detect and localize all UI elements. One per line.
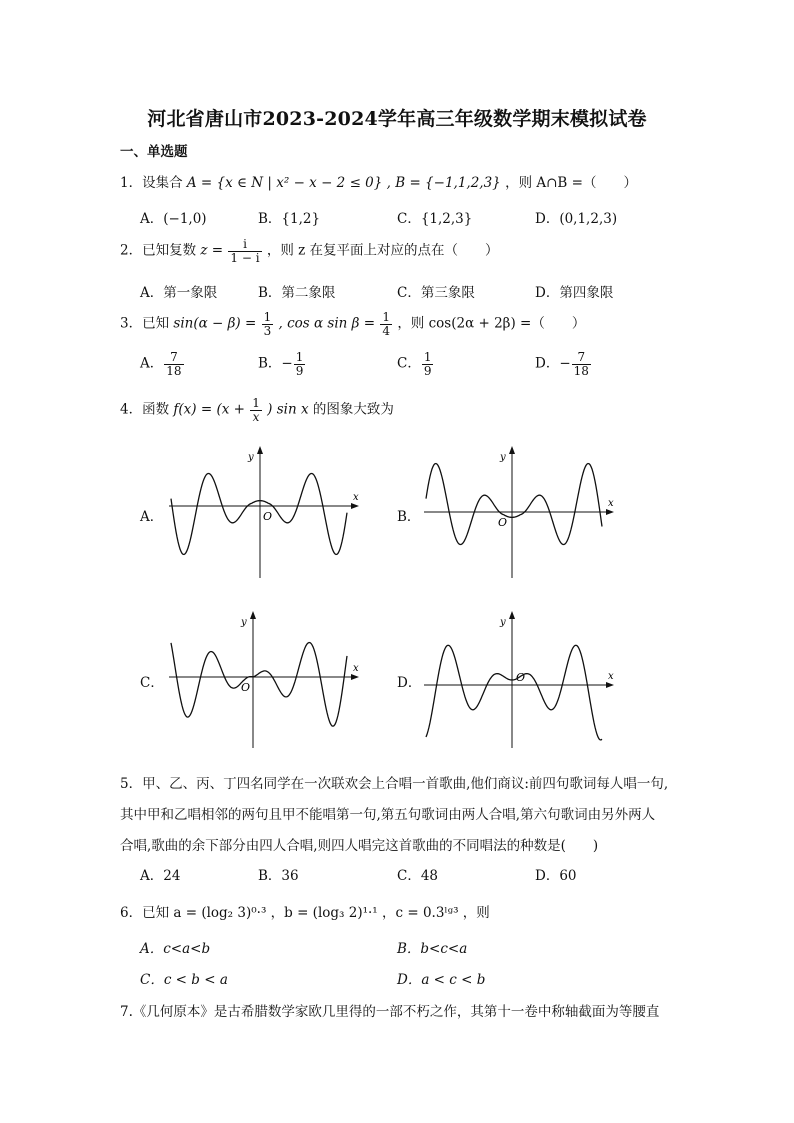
y-axis-arrow <box>509 611 515 619</box>
q3-fraction-1 <box>262 311 274 337</box>
q3-option-a <box>140 351 185 377</box>
q3-a-label: A． <box>140 355 164 372</box>
question-4-stem <box>120 397 394 423</box>
question-1-stem <box>120 171 637 191</box>
q1-set-a: A = {x ∈ N | x² − x − 2 ≤ 0} <box>186 175 383 191</box>
q5-line-1: 5．甲、乙、丙、丁四名同学在一次联欢会上合唱一首歌曲,他们商议:前四句歌词每人唱一句, <box>120 776 669 792</box>
q3-d-sign: − <box>559 355 571 372</box>
origin-label: O <box>263 510 273 523</box>
q3-b-den: 9 <box>295 363 304 378</box>
q6-option-c: C．c < b < a <box>140 972 228 988</box>
q4-f-num: 1 <box>252 396 260 410</box>
q5-option-c: C．48 <box>397 868 439 884</box>
q5-line-3: 合唱,歌曲的余下部分由四人合唱,则四人唱完这首歌曲的不同唱法的种数是( ) <box>120 838 599 854</box>
q1-option-b: B．{1,2} <box>258 211 321 227</box>
origin-label: O <box>498 516 508 529</box>
y-axis-label: y <box>241 617 247 628</box>
question-3-stem <box>120 311 585 337</box>
q1-stem-prefix: 1．设集合 <box>120 175 183 191</box>
q3-d-num: 7 <box>572 351 591 365</box>
q4-paren-close: ) sin x <box>267 401 309 418</box>
q1-option-c: C．{1,2,3} <box>397 211 473 227</box>
q4-graph-c <box>165 605 365 750</box>
q1-option-d: D．(0,1,2,3) <box>535 211 618 227</box>
function-curve <box>171 643 347 727</box>
q3-b-frac <box>294 351 306 377</box>
q2-fraction <box>228 238 261 264</box>
q3-d-den: 18 <box>573 363 589 378</box>
q2-stem-prefix: 2．已知复数 <box>120 242 197 259</box>
q5-option-d: D．60 <box>535 868 577 884</box>
function-curve <box>426 464 602 545</box>
q2-option-c: C．第三象限 <box>397 285 475 301</box>
q4-graph-c-label: C． <box>140 675 164 691</box>
q4-fx: f(x) = <box>173 401 213 418</box>
section-heading-single-choice: 一、单选题 <box>120 144 188 160</box>
q3-b-label: B． <box>258 355 282 372</box>
q1-stem-suffix: ，则 A∩B =（ ） <box>505 175 637 191</box>
q3-a-den: 18 <box>166 363 182 378</box>
q4-graph-a-label: A． <box>140 509 164 525</box>
x-axis-arrow <box>351 503 359 509</box>
y-axis-label: y <box>248 452 254 463</box>
q3-c-den: 9 <box>423 363 432 378</box>
q3-stem-prefix: 3．已知 <box>120 315 170 332</box>
q5-line-2: 其中甲和乙唱相邻的两句且甲不能唱第一句,第五句歌词由两人合唱,第六句歌词由另外两人 <box>120 807 656 823</box>
q4-paren-open: (x + <box>216 401 245 418</box>
q1-set-b: , B = {−1,1,2,3} <box>386 175 501 191</box>
q3-option-b <box>258 351 306 377</box>
q2-option-a: A．第一象限 <box>140 285 218 301</box>
x-axis-arrow <box>606 682 614 688</box>
q4-graph-b-label: B． <box>397 509 421 525</box>
q1-option-a: A．(−1,0) <box>140 211 207 227</box>
q3-b-sign: − <box>281 355 293 372</box>
q3-fraction-2 <box>380 311 392 337</box>
q5-option-a: A．24 <box>140 868 181 884</box>
q3-option-d <box>535 351 592 377</box>
q3-a-num: 7 <box>164 351 183 365</box>
question-2-stem <box>120 238 499 264</box>
x-axis-label: x <box>608 671 614 682</box>
q4-graph-d <box>420 605 620 750</box>
y-axis-arrow <box>509 446 515 454</box>
y-axis-label: y <box>500 452 506 463</box>
function-curve <box>426 645 602 740</box>
q4-graph-a <box>165 440 365 580</box>
q4-stem-prefix: 4．函数 <box>120 401 170 418</box>
q4-stem-suffix: 的图象大致为 <box>312 401 394 418</box>
x-axis-label: x <box>608 498 614 509</box>
y-axis-arrow <box>257 446 263 454</box>
x-axis-arrow <box>606 509 614 515</box>
origin-label: O <box>516 671 526 684</box>
y-axis-arrow <box>250 611 256 619</box>
origin-label: O <box>241 681 251 694</box>
q6-option-d: D．a < c < b <box>397 972 486 988</box>
x-axis-label: x <box>353 492 359 503</box>
q2-frac-num: i <box>228 238 261 252</box>
q3-f1-den: 3 <box>263 323 272 338</box>
x-axis-arrow <box>351 674 359 680</box>
q6-option-a: A．c<a<b <box>140 941 211 957</box>
q3-expr1: sin(α − β) = <box>173 315 257 332</box>
q3-c-frac <box>422 351 434 377</box>
y-axis-label: y <box>500 617 506 628</box>
q3-d-frac <box>572 351 591 377</box>
q2-stem-suffix: ，则 z 在复平面上对应的点在（ ） <box>266 242 499 259</box>
q3-expr2: , cos α sin β = <box>278 315 376 332</box>
question-6-stem: 6．已知 a = (log₂ 3)⁰·³ ，b = (log₃ 2)¹·¹ ，c = 0.3ˡᵍ³ ，则 <box>120 905 490 921</box>
q4-graph-b <box>420 440 620 580</box>
function-curve <box>171 474 347 555</box>
q3-f1-num: 1 <box>263 310 272 324</box>
q3-b-num: 1 <box>295 350 304 364</box>
question-7-stem: 7.《几何原本》是古希腊数学家欧几里得的一部不朽之作，其第十一卷中称轴截面为等腰直 <box>120 1004 660 1020</box>
q3-a-frac <box>164 351 183 377</box>
x-axis-label: x <box>353 663 359 674</box>
q2-frac-den: 1 − i <box>230 250 260 265</box>
q3-stem-suffix: ，则 cos(2α + 2β) =（ ） <box>397 315 586 332</box>
q2-option-d: D．第四象限 <box>535 285 614 301</box>
q2-option-b: B．第二象限 <box>258 285 336 301</box>
q6-option-b: B．b<c<a <box>397 941 468 957</box>
q3-c-num: 1 <box>423 350 432 364</box>
q3-f2-num: 1 <box>382 310 391 324</box>
q4-f-den: x <box>252 409 260 424</box>
q3-c-label: C． <box>397 355 421 372</box>
q5-option-b: B．36 <box>258 868 299 884</box>
exam-title: 河北省唐山市2023-2024学年高三年级数学期末模拟试卷 <box>147 108 647 130</box>
q3-option-c <box>397 351 434 377</box>
q3-d-label: D． <box>535 355 560 372</box>
q4-graph-d-label: D． <box>397 675 422 691</box>
q3-f2-den: 4 <box>382 323 391 338</box>
q2-z: z = <box>200 242 224 259</box>
q4-fraction <box>250 397 262 423</box>
